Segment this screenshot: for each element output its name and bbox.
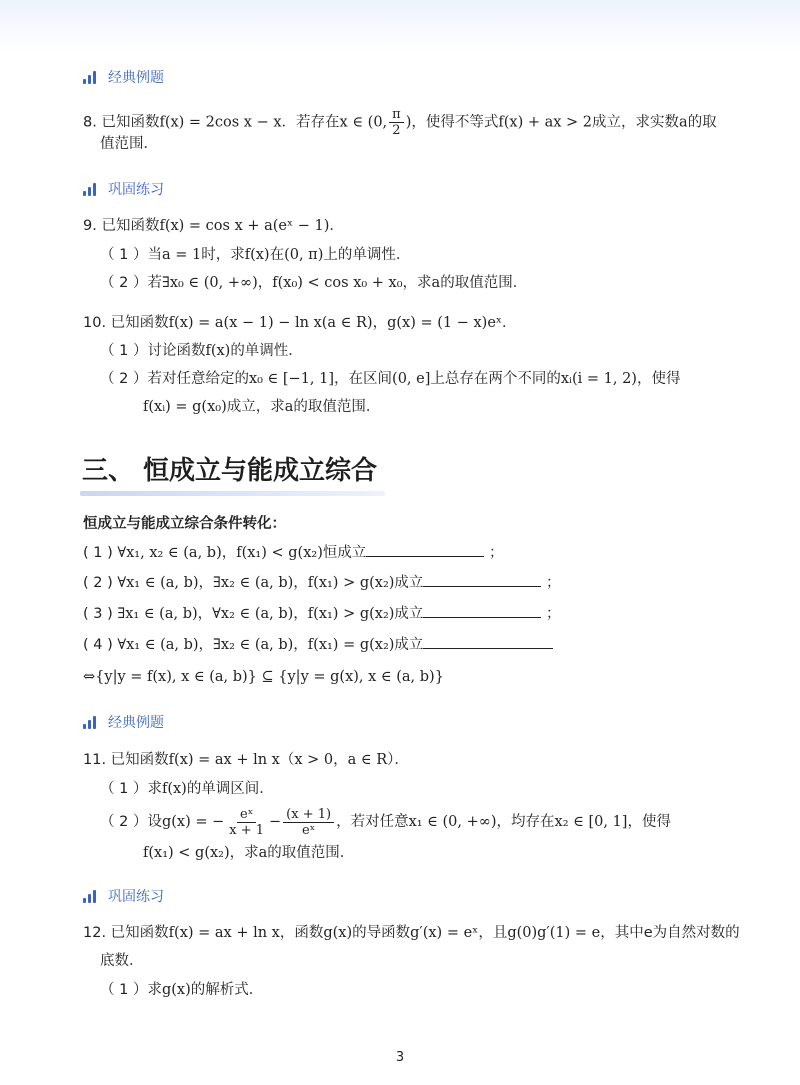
question-8-line-2: 值范围． bbox=[100, 136, 158, 152]
question-11-part-2-line-2: f(x₁) < g(x₂)，求a的取值范围． bbox=[143, 845, 355, 861]
section-tag-label: 经典例题 bbox=[108, 715, 164, 731]
answer-blank bbox=[366, 541, 484, 557]
bar-chart-icon bbox=[83, 183, 99, 196]
answer-blank bbox=[423, 602, 541, 618]
section-tag-practice bbox=[83, 179, 164, 199]
question-10-stem: 10. 已知函数f(x) = a(x − 1) − ln x(a ∈ R)，g(x) = (1 − x)eˣ． bbox=[83, 315, 517, 331]
question-11-stem: 11. 已知函数f(x) = ax + ln x（x > 0，a ∈ R）． bbox=[83, 752, 409, 768]
question-9-part-2: （ 2 ）若∃x₀ ∈ (0, +∞)，f(x₀) < cos x₀ + x₀，求a的取值范围． bbox=[100, 275, 528, 291]
fraction-pi-over-2: $\frac{\pi}{2}$ bbox=[389, 107, 404, 138]
part-3-subheading: 恒成立与能成立综合条件转化： bbox=[83, 516, 286, 532]
question-10-part-2-line-2: f(xᵢ) = g(x₀)成立，求a的取值范围． bbox=[143, 399, 381, 415]
question-12-part-1: （ 1 ）求g(x)的解析式． bbox=[100, 982, 264, 998]
question-11-part-2-line-1: （ 2 ）设g(x) = − $\frac{\text{eˣ}}{x + 1}$ − $\frac{(x + 1)}{\text{eˣ}}$ ，若对任意x₁ ∈ (0, +∞)，均存在x₂ ∈ [0, 1]，使得 bbox=[100, 806, 671, 838]
condition-3: ( 3 ) ∃x₁ ∈ (a, b)，∀x₂ ∈ (a, b)，f(x₁) > g(x₂)成立 ； bbox=[83, 602, 561, 624]
bar-chart-icon bbox=[83, 716, 99, 729]
part-3-title: 三、 恒成立与能成立综合 bbox=[82, 456, 378, 486]
question-11-part-1: （ 1 ）求f(x)的单调区间． bbox=[100, 781, 274, 797]
question-12-stem: 12. 已知函数f(x) = ax + ln x，函数g(x)的导函数g′(x) = eˣ，且g(0)g′(1) = e，其中e为自然对数的 bbox=[83, 925, 740, 941]
title-underline bbox=[80, 491, 385, 496]
answer-blank bbox=[423, 633, 553, 649]
bar-chart-icon bbox=[83, 71, 99, 84]
section-tag-label: 巩固练习 bbox=[108, 889, 164, 905]
fraction-1: $\frac{\text{eˣ}}{x + 1}$ bbox=[229, 806, 265, 838]
question-8-line-1: 8. 已知函数f(x) = 2cos x − x．若存在x ∈ (0, $\frac{\pi}{2}$ )，使得不等式f(x) + ax > 2成立，求实数a的取 bbox=[83, 107, 717, 138]
question-9-part-1: （ 1 ）当a = 1时，求f(x)在(0, π)上的单调性． bbox=[100, 247, 411, 263]
header-band bbox=[0, 0, 800, 52]
condition-1: ( 1 ) ∀x₁, x₂ ∈ (a, b)，f(x₁) < g(x₂)恒成立 ； bbox=[83, 541, 503, 563]
section-tag-practice bbox=[83, 886, 164, 906]
section-tag-example bbox=[83, 712, 164, 732]
bar-chart-icon bbox=[83, 890, 99, 903]
question-10-part-2-line-1: （ 2 ）若对任意给定的x₀ ∈ [−1, 1]，在区间(0, e]上总存在两个不同的xᵢ(i = 1, 2)，使得 bbox=[100, 371, 681, 387]
fraction-2: $\frac{(x + 1)}{\text{eˣ}}$ bbox=[283, 807, 334, 838]
condition-4: ( 4 ) ∀x₁ ∈ (a, b)，∃x₂ ∈ (a, b)，f(x₁) = g(x₂)成立 bbox=[83, 633, 553, 655]
set-relation: ⇔{y|y = f(x), x ∈ (a, b)} ⊆ {y|y = g(x), x ∈ (a, b)} bbox=[83, 669, 444, 685]
question-10-part-1: （ 1 ）讨论函数f(x)的单调性． bbox=[100, 343, 303, 359]
question-12-line-2: 底数． bbox=[100, 953, 144, 969]
answer-blank bbox=[423, 571, 541, 587]
section-tag-label: 巩固练习 bbox=[108, 182, 164, 198]
page-number: 3 bbox=[395, 1050, 405, 1065]
section-tag-example bbox=[83, 67, 164, 87]
condition-2: ( 2 ) ∀x₁ ∈ (a, b)，∃x₂ ∈ (a, b)，f(x₁) > g(x₂)成立 ； bbox=[83, 571, 561, 593]
question-9-stem: 9. 已知函数f(x) = cos x + a(eˣ − 1)． bbox=[83, 218, 344, 234]
section-tag-label: 经典例题 bbox=[108, 70, 164, 86]
